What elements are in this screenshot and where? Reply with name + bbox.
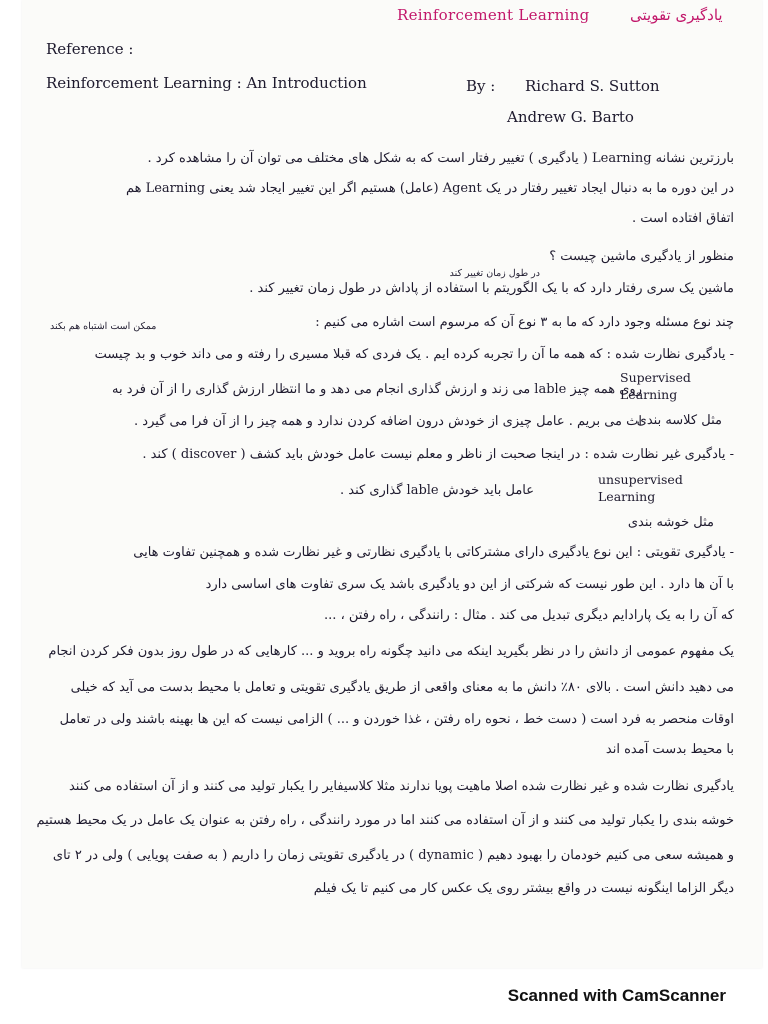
text-line: مثل خوشه بندی xyxy=(627,515,714,530)
text-line: خوشه بندی را یکبار تولید می کنند و از آن استفاده می کنند اما در مورد رانندگی ، راه رفتن به عنوان یک عامل در یک محیط هستیم xyxy=(36,813,734,828)
scanned-page xyxy=(22,0,762,968)
reference-author-2: Andrew G. Barto xyxy=(507,108,634,126)
text-line: - یادگیری تقویتی : این نوع یادگیری دارای مشترکاتی با یادگیری نظارتی و غیر نظارت شده و همچنین تفاوت هایی xyxy=(133,545,734,560)
text-line: - یادگیری غیر نظارت شده : در اینجا صحبت از ناظر و معلم نیست عامل خودش باید کشف ( discover ) کند . xyxy=(142,447,734,462)
text-line: که آن را به یک پارادایم دیگری تبدیل می کند . مثال : رانندگی ، راه رفتن ، ... xyxy=(324,608,734,623)
text-line: دیگر الزاما اینگونه نیست در واقع بیشتر روی یک عکس کار می کنیم تا یک فیلم xyxy=(313,881,734,896)
text-line: - یادگیری نظارت شده : که همه ما آن را تجربه کرده ایم . یک فردی که قبلا مسیری را رفته و می داند خوب و بد چیست xyxy=(94,347,734,362)
margin-note: در طول زمان تغییر کند xyxy=(449,268,540,279)
margin-note: Supervised Learning xyxy=(620,370,691,402)
text-line: ماشین یک سری رفتار دارد که با یک الگوریتم با استفاده از پاداش در طول زمان تغییر کند . xyxy=(249,281,734,296)
reference-book: Reinforcement Learning : An Introduction xyxy=(46,74,367,92)
text-line: بارزترین نشانه Learning ( یادگیری ) تغییر رفتار است که به شکل های مختلف می توان آن را مشاهده کرد . xyxy=(147,151,734,166)
text-line: در این دوره ما به دنبال ایجاد تغییر رفتار در یک Agent (عامل) هستیم اگر این تغییر ایجاد شد یعنی Learning هم xyxy=(125,181,734,196)
text-line: مثل کلاسه بندی xyxy=(636,413,722,428)
text-line: و همیشه سعی می کنیم خودمان را بهبود دهیم ( dynamic ) در یادگیری تقویتی زمان را داریم ( به صفت پویایی ) ولی در ۲ تای xyxy=(52,848,734,863)
text-line: روی همه چیز lable می زند و ارزش گذاری انجام می دهد و ما انتظار ارزش گذاری را از آن فرد به xyxy=(112,382,642,397)
margin-note: ممکن است اشتباه هم بکند xyxy=(50,321,157,332)
text-line: چند نوع مسئله وجود دارد که ما به ۳ نوع آن که مرسوم است اشاره می کنیم : xyxy=(315,315,734,330)
text-line: یک مفهوم عمومی از دانش را در نظر بگیرید اینکه می دانید چگونه راه بروید و ... کارهایی که در طول روز بدون فکر کردن انجام xyxy=(48,644,734,659)
margin-note: unsupervised Learning xyxy=(598,472,683,504)
camscanner-watermark: Scanned with CamScanner xyxy=(507,986,726,1005)
reference-author-1: Richard S. Sutton xyxy=(525,77,660,95)
text-line: یادگیری نظارت شده و غیر نظارت شده اصلا ماهیت پویا ندارند مثلا کلاسیفایر را یکبار تولید می کنند و از آن استفاده می کنند xyxy=(68,779,734,794)
reference-label: Reference : xyxy=(46,40,134,58)
page-title-english: Reinforcement Learning xyxy=(397,6,590,24)
text-line: می دهید دانش است . بالای ۸۰٪ دانش ما به معنای واقعی از طریق یادگیری تقویتی و تعامل با محیط بدست می آید که خیلی xyxy=(70,680,734,695)
text-line: اتفاق افتاده است . xyxy=(632,211,734,226)
text-line: با محیط بدست آمده اند xyxy=(605,742,734,757)
text-line: عامل باید خودش lable گذاری کند . xyxy=(340,483,534,498)
text-line: منظور از یادگیری ماشین چیست ؟ xyxy=(549,249,734,264)
reference-by: By : xyxy=(466,77,496,95)
text-line: اوقات منحصر به فرد است ( دست خط ، نحوه راه رفتن ، غذا خوردن و ... ) الزامی نیست که این ها بهینه باشند ولی در تعامل xyxy=(59,712,734,727)
page-title-persian: یادگیری تقویتی xyxy=(630,6,723,24)
text-line: اث می بریم . عامل چیزی از خودش درون اضافه کردن ندارد و همه چیز را از آن فرا می گیرد . xyxy=(134,414,642,429)
text-line: با آن ها دارد . این طور نیست که شرکتی از این دو یادگیری باشد یک سری تفاوت های اساسی دارد xyxy=(205,577,734,592)
